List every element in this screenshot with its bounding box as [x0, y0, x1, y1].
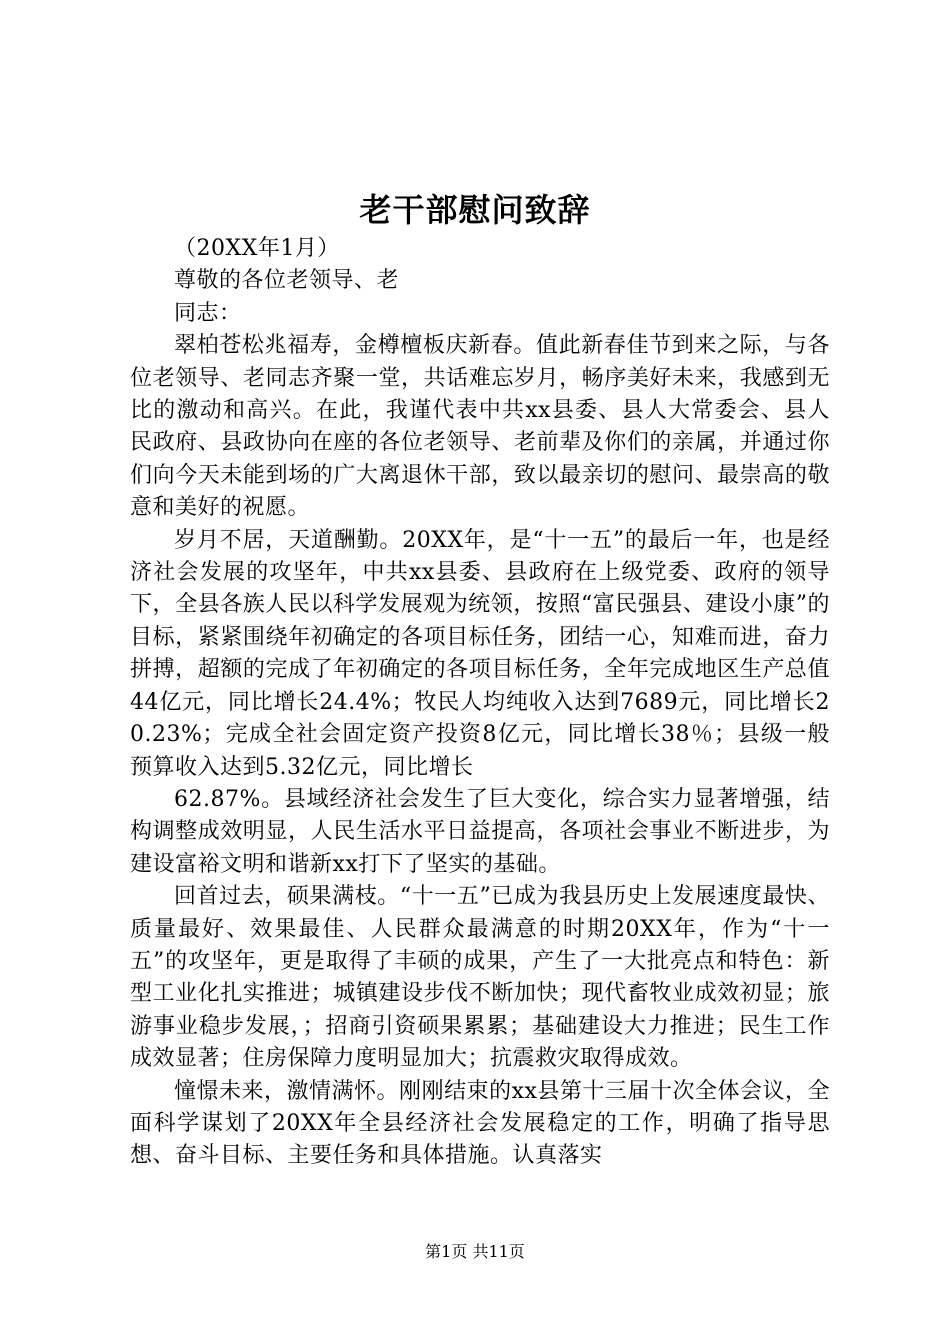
document-body — [130, 233, 830, 1173]
paragraph-1: 翠柏苍松兆福寿，金樽檀板庆新春。值此新春佳节到来之际，与各位老领导、老同志齐聚一堂，共话难忘岁月，畅序美好未来，我感到无比的激动和高兴。在此，我谨代表中共xx县委、县人大常委会、县人民政府、县政协向在座的各位老领导、老前辈及你们的亲属，并通过你们向今天未能到场的广大离退休干部，致以最亲切的慰问、最崇高的敬意和美好的祝愿。 — [130, 333, 830, 521]
paragraph-5: 憧憬未来，激情满怀。刚刚结束的xx县第十三届十次全体会议，全面科学谋划了20XX年全县经济社会发展稳定的工作，明确了指导思想、奋斗目标、主要任务和具体措施。认真落实 — [130, 1078, 830, 1169]
paragraph-2: 岁月不居，天道酬勤。20XX年，是“十一五”的最后一年，也是经济社会发展的攻坚年，中共xx县委、县政府在上级党委、政府的领导下，全县各族人民以科学发展观为统领，按照“富民强县、建设小康”的目标，紧紧围绕年初确定的各项目标任务，团结一心，知难而进，奋力拼搏，超额的完成了年初确定的各项目标任务，全年完成地区生产总值44亿元，同比增长24.4%；牧民人均纯收入达到7689元，同比增长20.23%；完成全社会固定资产投资8亿元，同比增长38％；县级一般预算收入达到5.32亿元，同比增长 — [130, 527, 830, 780]
paragraph-4: 回首过去，硕果满枝。“十一五”已成为我县历史上发展速度最快、质量最好、效果最佳、人民群众最满意的时期20XX年，作为“十一五”的攻坚年，更是取得了丰硕的成果，产生了一大批亮点和特色：新型工业化扎实推进；城镇建设步伐不断加快；现代畜牧业成效初显；旅游事业稳步发展，；招商引资硕果累累；基础建设大力推进；民生工作成效显著；住房保障力度明显加大；抗震救灾取得成效。 — [130, 884, 830, 1072]
salutation-line-1: 尊敬的各位老领导、老 — [174, 268, 400, 294]
document-title: 老干部慰问致辞 — [359, 191, 591, 229]
date-line: （20XX年1月） — [174, 236, 340, 261]
salutation-line-2: 同志： — [174, 300, 242, 326]
paragraph-3: 62.87%。县域经济社会发生了巨大变化，综合实力显著增强，结构调整成效明显，人民生活水平日益提高，各项社会事业不断进步，为建设富裕文明和谐新xx打下了坚实的基础。 — [130, 786, 830, 877]
page-footer: 第1页 共11页 — [425, 1242, 525, 1261]
